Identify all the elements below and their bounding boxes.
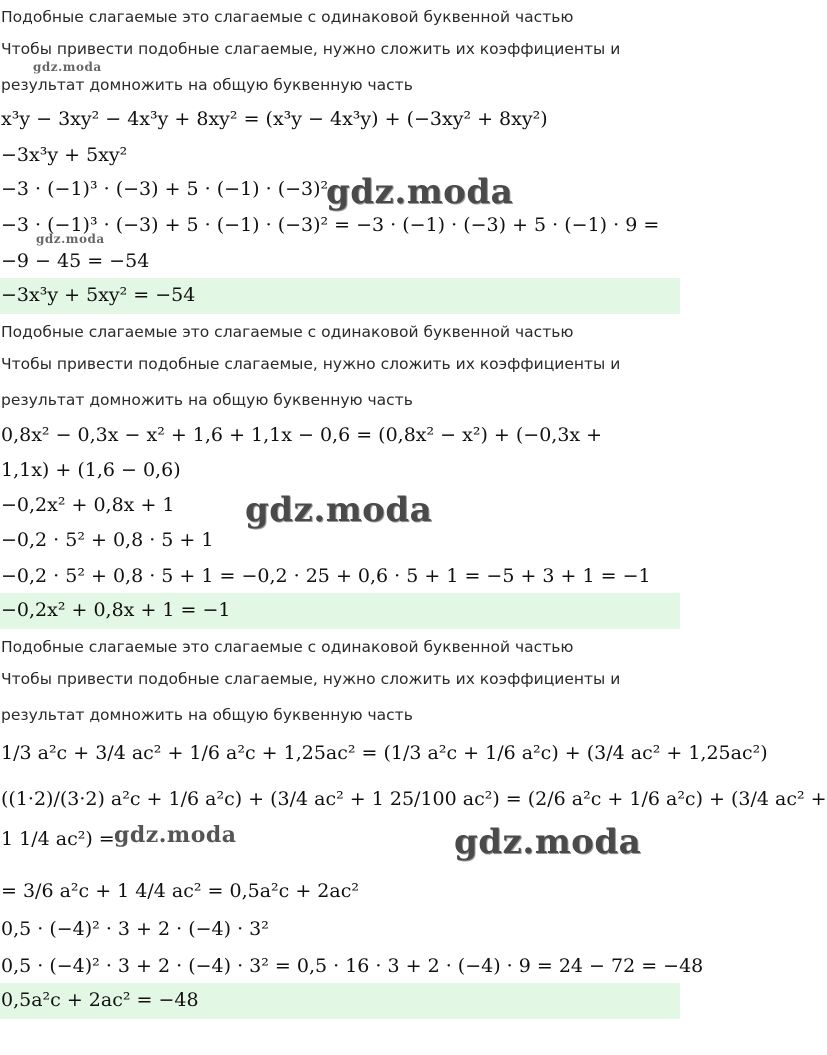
solution-step: −3 · (−1)³ · (−3) + 5 · (−1) · (−3)² [1, 178, 329, 200]
rule-definition: Подобные слагаемые это слагаемые с одинаковой буквенной частью [1, 323, 574, 341]
solution-step: −0,2x² + 0,8x + 1 [1, 494, 175, 516]
rule-instruction: Чтобы привести подобные слагаемые, нужно сложить их коэффициенты и [1, 40, 621, 58]
answer-highlight [0, 278, 680, 314]
rule-instruction-continued: результат домножить на общую буквенную часть [1, 391, 413, 409]
solution-step: = 3/6 a²c + 1 4/4 ac² = 0,5a²c + 2ac² [1, 880, 359, 902]
answer-highlight [0, 593, 680, 629]
solution-step: −9 − 45 = −54 [1, 250, 150, 272]
solution-step: 1 1/4 ac²) = [1, 828, 115, 850]
rule-instruction-continued: результат домножить на общую буквенную часть [1, 706, 413, 724]
rule-instruction-continued: результат домножить на общую буквенную часть [1, 76, 413, 94]
solution-step: −0,2 · 5² + 0,8 · 5 + 1 [1, 529, 214, 551]
solution-step: 0,5 · (−4)² · 3 + 2 · (−4) · 3² = 0,5 · 16 · 3 + 2 · (−4) · 9 = 24 − 72 = −48 [1, 955, 704, 977]
answer-text: −3x³y + 5xy² = −54 [1, 284, 196, 306]
solution-step: 1,1x) + (1,6 − 0,6) [1, 459, 181, 481]
answer-text: −0,2x² + 0,8x + 1 = −1 [1, 599, 231, 621]
solution-step: 0,8x² − 0,3x − x² + 1,6 + 1,1x − 0,6 = (0,8x² − x²) + (−0,3x + [1, 424, 603, 446]
solution-step: ((1·2)/(3·2) a²c + 1/6 a²c) + (3/4 ac² + 1 25/100 ac²) = (2/6 a²c + 1/6 a²c) + (3/4 ac² + [1, 788, 827, 810]
rule-instruction: Чтобы привести подобные слагаемые, нужно сложить их коэффициенты и [1, 355, 621, 373]
solution-step: x³y − 3xy² − 4x³y + 8xy² = (x³y − 4x³y) + (−3xy² + 8xy²) [1, 108, 548, 130]
watermark-logo: gdz.moda [114, 822, 237, 848]
answer-highlight [0, 983, 680, 1019]
rule-definition: Подобные слагаемые это слагаемые с одинаковой буквенной частью [1, 8, 574, 26]
watermark-logo: gdz.moda [33, 60, 102, 74]
solution-step: 1/3 a²c + 3/4 ac² + 1/6 a²c + 1,25ac² = (1/3 a²c + 1/6 a²c) + (3/4 ac² + 1,25ac²) [1, 742, 768, 764]
answer-text: 0,5a²c + 2ac² = −48 [1, 989, 199, 1011]
rule-instruction: Чтобы привести подобные слагаемые, нужно сложить их коэффициенты и [1, 670, 621, 688]
watermark-logo: gdz.moda [454, 822, 642, 862]
watermark-logo: gdz.moda [36, 232, 105, 246]
solution-step: −3x³y + 5xy² [1, 144, 128, 166]
solution-step: −3 · (−1)³ · (−3) + 5 · (−1) · (−3)² = −3 · (−1) · (−3) + 5 · (−1) · 9 = [1, 214, 660, 236]
solution-step: 0,5 · (−4)² · 3 + 2 · (−4) · 3² [1, 918, 269, 940]
watermark-logo: gdz.moda [326, 172, 514, 212]
rule-definition: Подобные слагаемые это слагаемые с одинаковой буквенной частью [1, 638, 574, 656]
watermark-logo: gdz.moda [245, 490, 433, 530]
solution-step: −0,2 · 5² + 0,8 · 5 + 1 = −0,2 · 25 + 0,6 · 5 + 1 = −5 + 3 + 1 = −1 [1, 565, 651, 587]
